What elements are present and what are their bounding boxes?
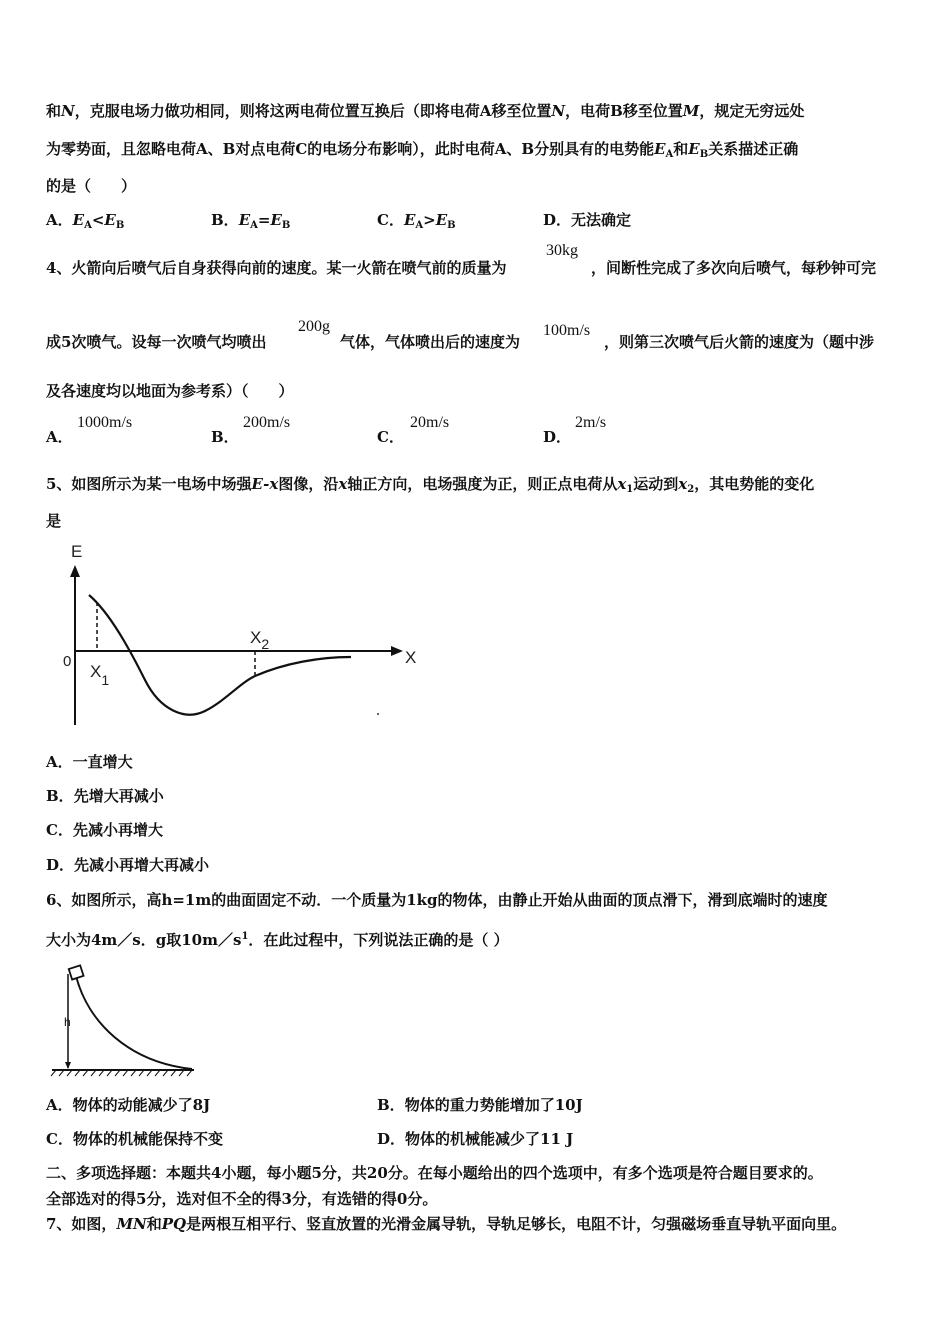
q4-option-c-letter: C． (377, 428, 404, 446)
graph-e-label: E (71, 542, 83, 561)
q6-option-d: D．物体的机械能减少了11 J (377, 1130, 574, 1148)
q3-line-3: 的是（ ） (46, 177, 137, 195)
q4-line-2a: 成5次喷气。设每一次喷气均喷出 (46, 333, 267, 351)
q5-ex-graph (55, 535, 425, 730)
q4-gas-value: 200g (298, 318, 330, 335)
q4-option-b-letter: B． (211, 428, 239, 446)
q4-mass-value: 30kg (546, 242, 578, 259)
q5-option-c: C．先减小再增大 (46, 821, 163, 839)
q5-line-2: 是 (46, 512, 62, 530)
graph-x-label: X (405, 648, 417, 667)
q3-option-a: A．$E_A<E_B$ (46, 211, 125, 231)
graph-x1-label: $X_1$ (90, 662, 110, 688)
q4-option-c-value: 20m/s (410, 414, 450, 431)
graph-y-arrow (70, 565, 80, 577)
height-label: h (64, 1015, 71, 1029)
curved-surface (76, 976, 192, 1069)
q4-option-b-value: 200m/s (243, 414, 291, 431)
q5-line-1: 5、如图所示为某一电场中场强E-x图像，沿x轴正方向，电场强度为正，则正点电荷从$x_1$运动到$x_2$，其电势能的变化 (46, 475, 815, 495)
q6-slope-figure (48, 962, 198, 1080)
sliding-block (69, 965, 84, 979)
q4-option-d-letter: D． (543, 428, 572, 446)
q6-option-c: C．物体的机械能保持不变 (46, 1130, 223, 1148)
q4-option-a-letter: A． (46, 428, 73, 446)
section2-line-2: 全部选对的得5分，选对但不全的得3分，有选错的得0分。 (46, 1190, 438, 1208)
q7-line-1: 7、如图，MN和PQ是两根互相平行、竖直放置的光滑金属导轨，导轨足够长，电阻不计，匀强磁场垂直导轨平面向里。 (46, 1215, 847, 1233)
q3-option-b: B．$E_A=E_B$ (211, 211, 291, 231)
q5-option-d: D．先减小再增大再减小 (46, 856, 210, 874)
q6-line-2: 大小为4m／s．g取$10m/s^1$．在此过程中，下列说法正确的是（ ） (46, 931, 509, 949)
q4-speed-value: 100m/s (543, 322, 591, 339)
q4-option-d-value: 2m/s (575, 414, 607, 431)
q3-line-1: 和N，克服电场力做功相同，则将这两电荷位置互换后（即将电荷A移至位置N，电荷B移至位置M，规定无穷远处 (46, 102, 805, 120)
q5-option-a: A．一直增大 (46, 753, 133, 771)
q5-option-b: B．先增大再减小 (46, 787, 164, 805)
q6-option-a: A．物体的动能减少了8J (46, 1096, 211, 1114)
q4-line-3: 及各速度均以地面为参考系）（ ） (46, 382, 294, 400)
q4-line-2c: ，则第三次喷气后火箭的速度为（题中涉 (604, 333, 875, 351)
q4-line-1b: ，间断性完成了多次向后喷气，每秒钟可完 (591, 259, 877, 277)
graph-x2-label: $X_2$ (250, 628, 270, 652)
graph-origin-label: 0 (63, 653, 72, 670)
q3-option-c: C．$E_A>E_B$ (377, 211, 456, 231)
height-arrow-down (65, 1062, 71, 1069)
q4-line-1a: 4、火箭向后喷气后自身获得向前的速度。某一火箭在喷气前的质量为 (46, 259, 507, 277)
section2-line-1: 二、多项选择题：本题共4小题，每小题5分，共20分。在每小题给出的四个选项中，有多个选项是符合题目要求的。 (46, 1164, 823, 1182)
q6-line-1: 6、如图所示，高h=1m的曲面固定不动．一个质量为1kg的物体，由静止开始从曲面的顶点滑下，滑到底端时的速度 (46, 891, 828, 909)
graph-ex-curve (89, 595, 351, 715)
graph-stray-dot (377, 713, 379, 715)
q3-line-2: 为零势面，且忽略电荷A、B对点电荷C的电场分布影响），此时电荷A、B分别具有的电势能$E_A$和$E_B$关系描述正确 (46, 140, 799, 160)
graph-x-arrow (391, 646, 403, 656)
q6-option-b: B．物体的重力势能增加了10J (377, 1096, 583, 1114)
q4-option-a-value: 1000m/s (77, 414, 133, 431)
q3-option-d: D．无法确定 (543, 211, 632, 229)
q4-line-2b: 气体，气体喷出后的速度为 (340, 333, 521, 351)
